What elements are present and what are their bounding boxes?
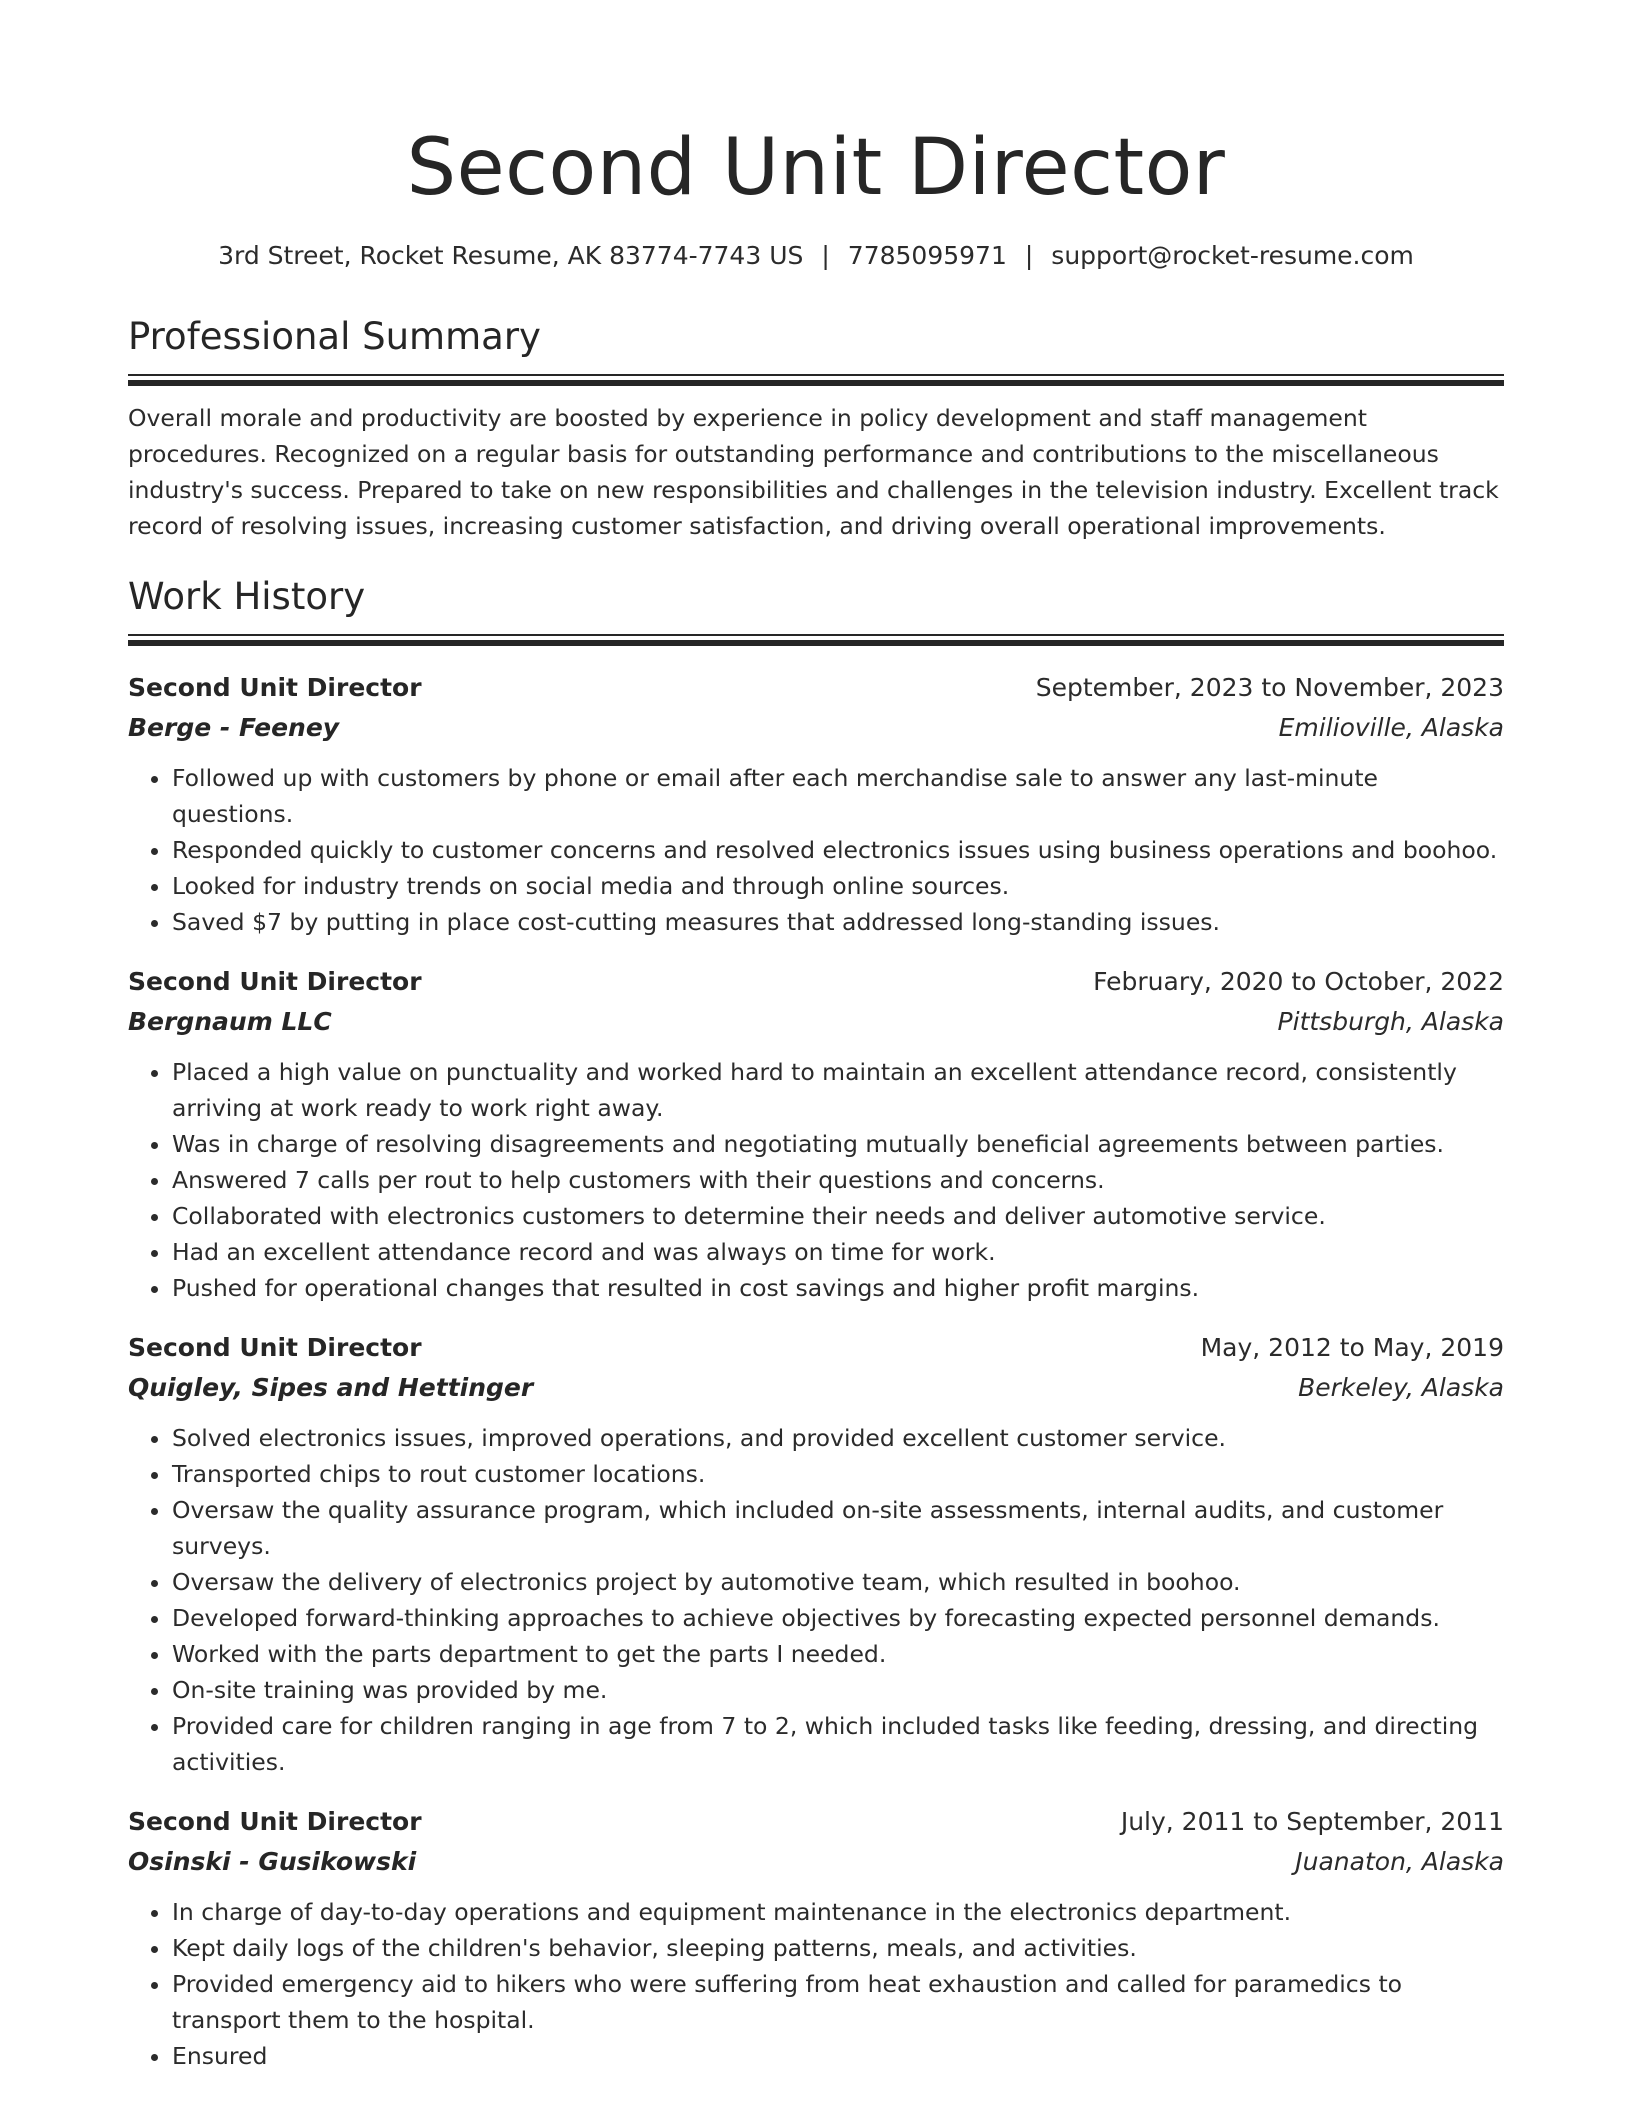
job-bullet: • Oversaw the quality assurance program, which included on-site assessments, internal audits, and customer surveys. [172, 1492, 1504, 1564]
job-header-row [128, 668, 1504, 708]
contact-email: support@rocket-resume.com [1051, 241, 1414, 270]
job-bullet-list [128, 1054, 1504, 1306]
job-location: Pittsburgh, Alaska [1277, 1007, 1504, 1036]
job-dates: September, 2023 to November, 2023 [1035, 673, 1504, 702]
section-divider [128, 374, 1504, 386]
job-bullet: • Looked for industry trends on social media and through online sources. [172, 868, 1504, 904]
summary-text: Overall morale and productivity are boosted by experience in policy development and staff management procedures. Recognized on a regular basis for outstanding performance and contributions to the miscellaneous industry's success. Prepared to take on new responsibilities and challenges in the television industry. Excellent track record of resolving issues, increasing customer satisfaction, and driving overall operational improvements. [128, 404, 1499, 540]
job-bullet: • Kept daily logs of the children's behavior, sleeping patterns, meals, and activities. [172, 1930, 1504, 1966]
job-bullet: • Collaborated with electronics customers to determine their needs and deliver automotive service. [172, 1198, 1504, 1234]
job-bullet: • Ensured [172, 2038, 1504, 2074]
job-company-row [128, 1368, 1504, 1408]
job-company-row [128, 1842, 1504, 1882]
job-bullet: • Developed forward-thinking approaches to achieve objectives by forecasting expected personnel demands. [172, 1600, 1504, 1636]
job-title: Second Unit Director [128, 1333, 422, 1362]
job-bullet: • Solved electronics issues, improved operations, and provided excellent customer service. [172, 1420, 1504, 1456]
job-entry [128, 668, 1504, 940]
job-header-row [128, 1328, 1504, 1368]
job-bullet: • On-site training was provided by me. [172, 1672, 1504, 1708]
job-bullet: • Provided emergency aid to hikers who were suffering from heat exhaustion and called for paramedics to transport them to the hospital. [172, 1966, 1504, 2038]
job-title: Second Unit Director [128, 673, 422, 702]
job-bullet: • In charge of day-to-day operations and equipment maintenance in the electronics department. [172, 1894, 1504, 1930]
job-bullet: • Oversaw the delivery of electronics project by automotive team, which resulted in boohoo. [172, 1564, 1504, 1600]
job-dates: February, 2020 to October, 2022 [1093, 967, 1504, 996]
job-header-row [128, 962, 1504, 1002]
job-entry [128, 962, 1504, 1306]
job-company-row [128, 708, 1504, 748]
job-bullet: • Had an excellent attendance record and was always on time for work. [172, 1234, 1504, 1270]
job-dates: July, 2011 to September, 2011 [1120, 1807, 1504, 1836]
job-bullet-list [128, 760, 1504, 940]
contact-separator: | [1024, 241, 1034, 270]
section-title-summary: Professional Summary [128, 315, 541, 358]
job-title: Second Unit Director [128, 1807, 422, 1836]
work-history-section [128, 572, 1504, 2074]
job-bullet: • Pushed for operational changes that resulted in cost savings and higher profit margins. [172, 1270, 1504, 1306]
resume-page [128, 0, 1504, 2074]
job-bullet: • Followed up with customers by phone or email after each merchandise sale to answer any last-minute questions. [172, 760, 1504, 832]
job-bullet: • Was in charge of resolving disagreements and negotiating mutually beneficial agreements between parties. [172, 1126, 1504, 1162]
professional-summary-section [128, 312, 1504, 544]
job-bullet: • Responded quickly to customer concerns and resolved electronics issues using business operations and boohoo. [172, 832, 1504, 868]
job-bullet-list [128, 1420, 1504, 1780]
job-dates: May, 2012 to May, 2019 [1200, 1333, 1504, 1362]
job-header-row [128, 1802, 1504, 1842]
job-company-row [128, 1002, 1504, 1042]
job-bullet: • Answered 7 calls per rout to help customers with their questions and concerns. [172, 1162, 1504, 1198]
contact-address: 3rd Street, Rocket Resume, AK 83774-7743 US [218, 241, 804, 270]
job-bullet-list [128, 1894, 1504, 2074]
job-bullet: • Placed a high value on punctuality and worked hard to maintain an excellent attendance record, consistently arriving at work ready to work right away. [172, 1054, 1504, 1126]
section-title-work-history: Work History [128, 575, 366, 618]
job-company: Osinski - Gusikowski [128, 1847, 417, 1876]
job-entry [128, 1328, 1504, 1780]
job-location: Emilioville, Alaska [1278, 713, 1504, 742]
job-company: Bergnaum LLC [128, 1007, 332, 1036]
job-title: Second Unit Director [128, 967, 422, 996]
contact-line [128, 238, 1504, 274]
job-bullet: • Worked with the parts department to get the parts I needed. [172, 1636, 1504, 1672]
job-bullet: • Provided care for children ranging in age from 7 to 2, which included tasks like feeding, dressing, and directing activities. [172, 1708, 1504, 1780]
job-entry [128, 1802, 1504, 2074]
job-location: Berkeley, Alaska [1298, 1373, 1504, 1402]
job-location: Juanaton, Alaska [1295, 1847, 1504, 1876]
contact-separator: | [821, 241, 830, 270]
job-company: Berge - Feeney [128, 713, 340, 742]
contact-phone: 7785095971 [847, 241, 1007, 270]
job-bullet: • Saved $7 by putting in place cost-cutting measures that addressed long-standing issues. [172, 904, 1504, 940]
job-bullet: • Transported chips to rout customer locations. [172, 1456, 1504, 1492]
resume-name: Second Unit Director [406, 123, 1226, 213]
section-divider [128, 634, 1504, 646]
job-company: Quigley, Sipes and Hettinger [128, 1373, 534, 1402]
